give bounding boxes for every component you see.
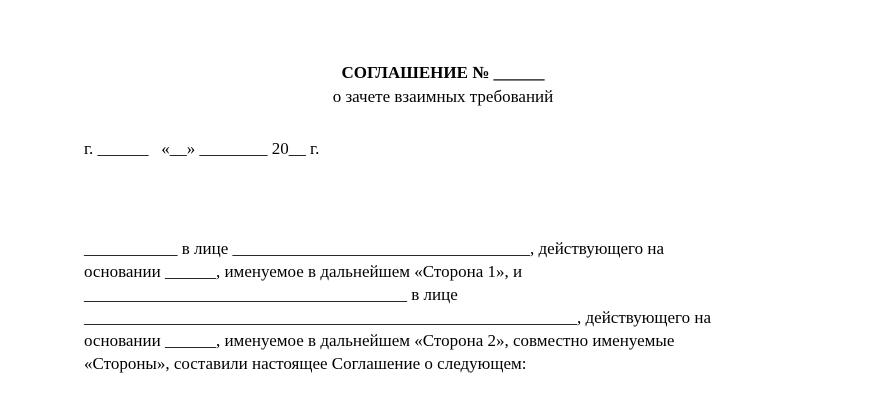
body-line: «Стороны», составили настоящее Соглашение о следующем:	[84, 354, 527, 373]
body-line: основании ______, именуемое в дальнейшем «Сторона 1», и	[84, 262, 523, 281]
place-date-line: г. ______ «__» ________ 20__ г.	[84, 139, 320, 158]
body-line: __________________________________________________________, действующего на	[84, 308, 711, 327]
body-line: ______________________________________ в лице	[84, 285, 458, 304]
document-body	[84, 237, 824, 375]
document-subtitle: о зачете взаимных требований	[332, 87, 554, 106]
body-line: ___________ в лице ___________________________________, действующего на	[84, 239, 664, 258]
body-line: основании ______, именуемое в дальнейшем «Сторона 2», совместно именуемые	[84, 331, 675, 350]
document-title: СОГЛАШЕНИЕ № ______	[341, 63, 545, 82]
